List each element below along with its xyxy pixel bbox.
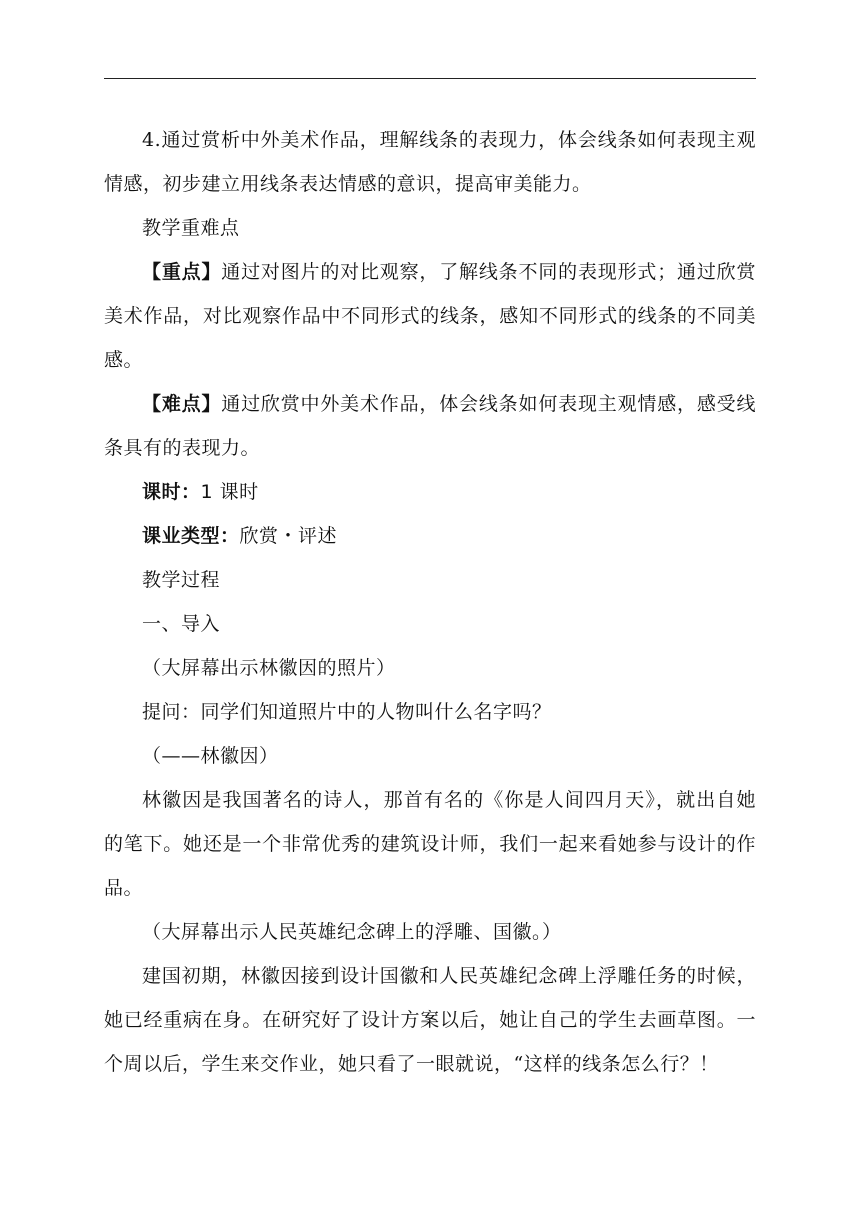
objective-4-paragraph: 4.通过赏析中外美术作品，理解线条的表现力，体会线条如何表现主观情感，初步建立用线条表达情感的意识，提高审美能力。 (104, 129, 756, 195)
answer-paragraph: （——林徽因） (142, 745, 279, 767)
class-hours-paragraph (104, 470, 756, 514)
key-point-text: 通过对图片的对比观察，了解线条不同的表现形式；通过欣赏美术作品，对比观察作品中不同形式的线条，感知不同形式的线条的不同美感。 (104, 261, 756, 371)
difficulty-paragraph (104, 382, 756, 470)
question-paragraph: 提问：同学们知道照片中的人物叫什么名字吗？ (142, 701, 552, 723)
section-heading-key-points: 教学重难点 (142, 217, 240, 239)
key-point-label: 【重点】 (142, 261, 222, 283)
stage-direction-photo: （大屏幕出示林徽因的照片） (142, 657, 396, 679)
lesson-type-paragraph (104, 514, 756, 558)
story-paragraph: 建国初期，林徽因接到设计国徽和人民英雄纪念碑上浮雕任务的时候，她已经重病在身。在研究好了设计方案以后，她让自己的学生去画草图。一个周以后，学生来交作业，她只看了一眼就说，“这样的线条怎么行？！ (104, 965, 756, 1075)
difficulty-label: 【难点】 (142, 393, 222, 415)
subsection-heading-intro: 一、导入 (142, 613, 221, 635)
stage-direction-relief: （大屏幕出示人民英雄纪念碑上的浮雕、国徽。） (142, 921, 562, 943)
lin-huiyin-intro-paragraph: 林徽因是我国著名的诗人，那首有名的《你是人间四月天》，就出自她的笔下。她还是一个非常优秀的建筑设计师，我们一起来看她参与设计的作品。 (104, 789, 756, 899)
class-hours-value: 1 课时 (200, 481, 259, 503)
document-body (104, 118, 756, 1086)
key-point-paragraph (104, 250, 756, 382)
lesson-type-value: 欣赏・评述 (239, 525, 338, 547)
lesson-type-label: 课业类型： (142, 525, 240, 547)
header-rule (104, 78, 756, 79)
difficulty-text: 通过欣赏中外美术作品，体会线条如何表现主观情感，感受线条具有的表现力。 (104, 393, 756, 459)
class-hours-label: 课时： (142, 481, 201, 503)
section-heading-process: 教学过程 (142, 569, 221, 591)
